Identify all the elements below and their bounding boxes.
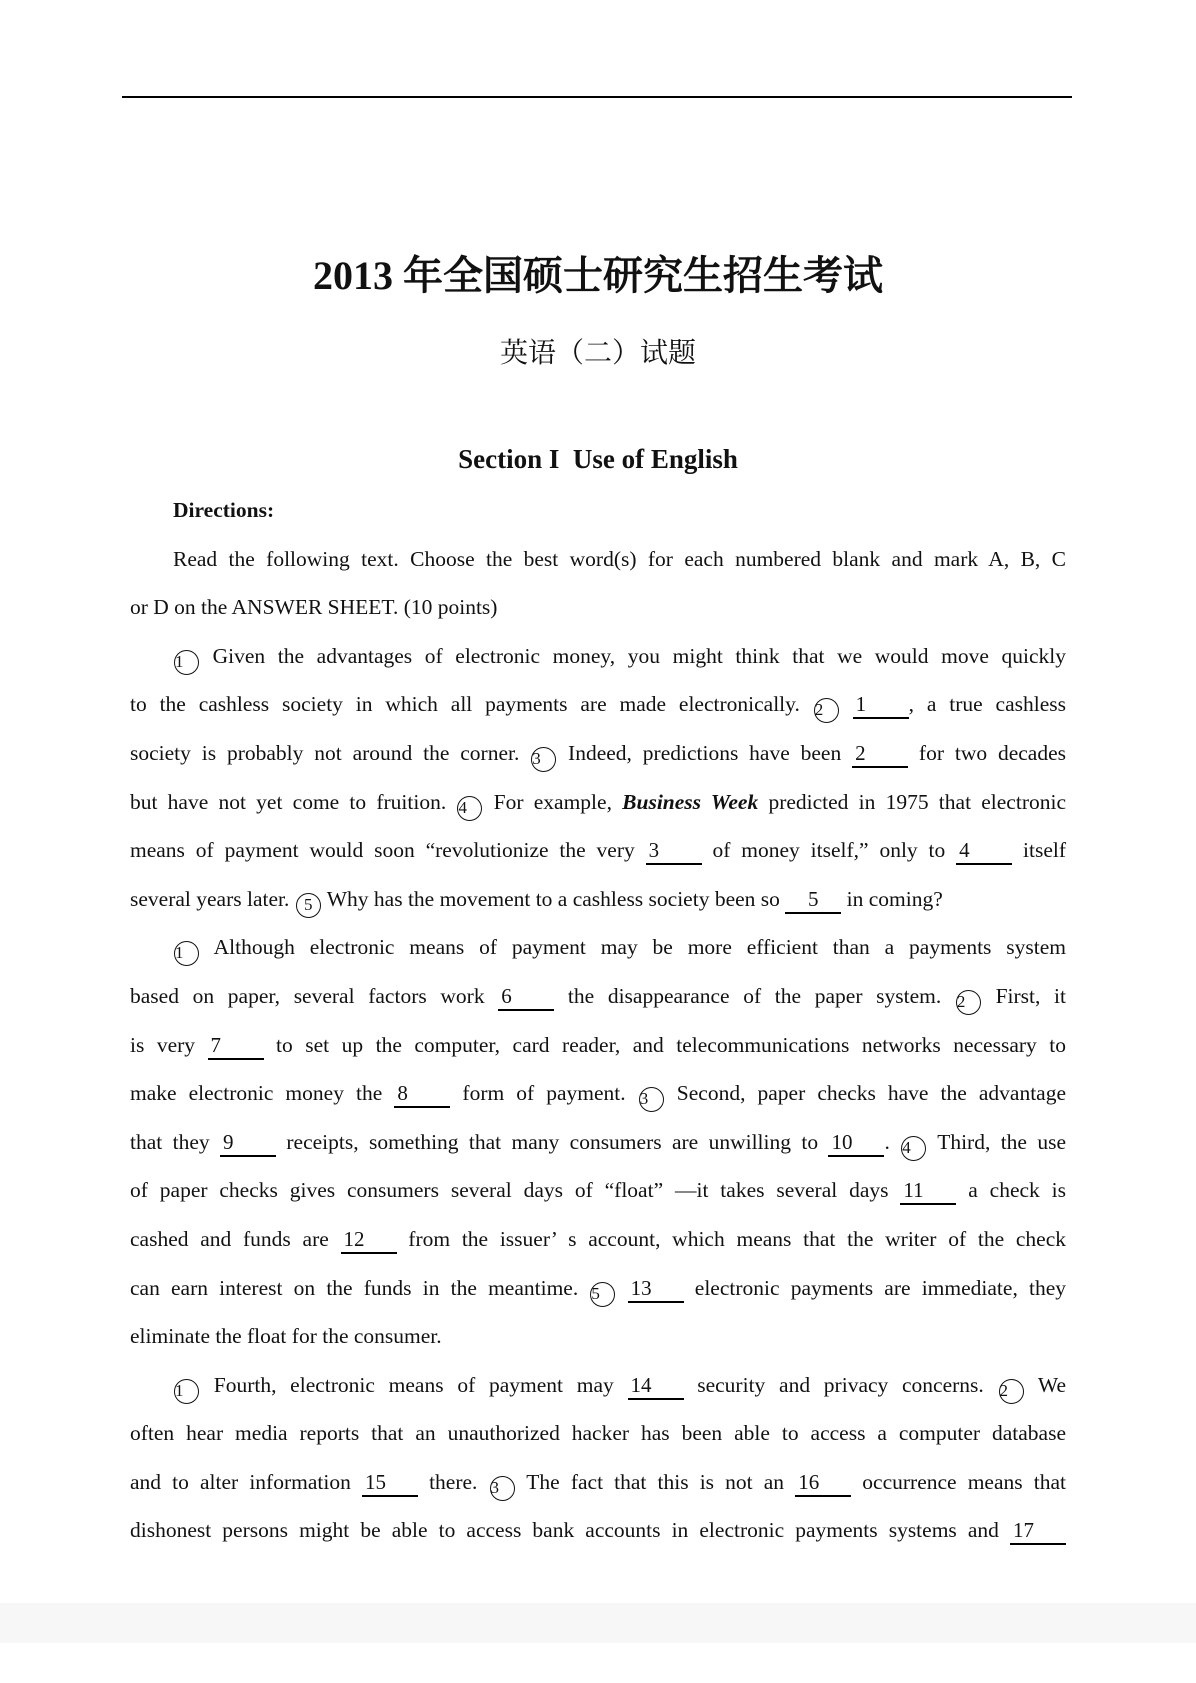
text-line [130,1021,1066,1070]
text-run: but have not yet come to fruition. [130,789,457,814]
text-line [130,1458,1066,1507]
text-line [130,1215,1066,1264]
text-run: from the issuer’ s account, which means that the writer of the check [396,1226,1067,1251]
text-line [130,1166,1066,1215]
text-run: several years later. [130,886,295,911]
text-line [130,778,1066,827]
numbered-blank: 13 [628,1275,684,1303]
text-run: . [884,1129,901,1154]
header-rule [122,96,1072,98]
text-run: dishonest persons might be able to access bank accounts in electronic payments systems and [130,1518,1010,1543]
text-line [130,486,1066,535]
bold-italic-run: Business Week [622,789,759,814]
section-heading: Section I Use of English [458,444,738,474]
numbered-blank: 12 [341,1226,397,1254]
numbered-blank: 1 [853,691,909,719]
text-run: there. [417,1469,489,1494]
text-run: Although electronic means of payment may be more efficient than a payments system [200,935,1066,960]
bold-run: Directions: [173,498,275,522]
circled-sentence-number: 4 [457,796,482,821]
text-line [130,1264,1066,1313]
text-run: for two decades [908,740,1067,765]
text-run: society is probably not around the corner. [130,740,531,765]
text-line [130,729,1066,778]
numbered-blank: 11 [900,1177,956,1205]
text-run: , a true cashless [908,692,1067,717]
numbered-blank: 15 [362,1469,418,1497]
numbered-blank: 9 [220,1129,276,1157]
text-run: means of payment would soon “revolutionize the very [130,838,646,863]
circled-sentence-number: 3 [531,747,556,772]
text-run: electronic payments are immediate, they [683,1275,1067,1300]
numbered-blank: 3 [646,837,702,865]
circled-sentence-number: 3 [490,1476,515,1501]
text-run: eliminate the float for the consumer. [130,1324,442,1349]
text-run: based on paper, several factors work [130,983,499,1008]
text-run: Read the following text. Choose the best word(s) for each numbered blank and mark A, B, C [173,546,1066,571]
text-run: and to alter information [130,1469,362,1494]
numbered-blank: 2 [852,740,908,768]
numbered-blank: 6 [498,983,554,1011]
text-line [130,632,1066,681]
text-run: The fact that this is not an [515,1469,796,1494]
numbered-blank: 4 [956,837,1012,865]
text-run: Why has the movement to a cashless society been so [321,886,786,911]
text-run: First, it [981,983,1066,1008]
exam-subtitle: 英语（二）试题 [499,338,696,369]
passage-body [130,486,1066,1555]
text-line [130,1118,1066,1167]
text-run: often hear media reports that an unauthorized hacker has been able to access a computer database [130,1421,1066,1446]
text-run: form of payment. [450,1081,638,1106]
text-run: or D on the ANSWER SHEET. (10 points) [130,595,498,620]
text-run: in coming? [841,886,943,911]
page-break-shadow [0,1603,1196,1643]
text-run [616,1276,627,1300]
text-run: We [1024,1372,1066,1397]
circled-sentence-number: 2 [956,990,981,1015]
text-run: security and privacy concerns. [683,1372,998,1397]
text-line [130,972,1066,1021]
numbered-blank: 8 [394,1080,450,1108]
numbered-blank: 10 [828,1129,884,1157]
text-run: For example, [483,789,623,814]
text-run: receipts, something that many consumers are unwilling to [276,1129,829,1154]
numbered-blank: 14 [628,1372,684,1400]
text-line [130,923,1066,972]
text-run: make electronic money the [130,1081,395,1106]
circled-sentence-number: 1 [174,1379,199,1404]
text-line [130,1361,1066,1410]
circled-sentence-number: 5 [296,893,321,918]
text-run: predicted in 1975 that electronic [758,789,1067,814]
text-run: that they [130,1129,220,1154]
circled-sentence-number: 2 [814,698,839,723]
exam-title: 2013 年全国硕士研究生招生考试 [313,253,883,298]
text-run: cashed and funds are [130,1226,341,1251]
numbered-blank: 17 [1010,1517,1066,1545]
text-run: of money itself,” only to [701,838,957,863]
circled-sentence-number: 2 [999,1379,1024,1404]
text-run: to set up the computer, card reader, and telecommunications networks necessary to [263,1032,1066,1057]
text-run: occurrence means that [851,1469,1066,1494]
numbered-blank: 16 [795,1469,851,1497]
text-line [130,680,1066,729]
text-line [130,535,1066,584]
text-run: the disappearance of the paper system. [554,983,955,1008]
text-line [130,1409,1066,1458]
text-run [840,692,853,716]
text-line [130,1069,1066,1118]
text-run: is very [130,1032,208,1057]
text-line [130,1312,1066,1361]
text-run: a check is [956,1178,1067,1203]
circled-sentence-number: 1 [174,941,199,966]
circled-sentence-number: 5 [590,1282,615,1307]
text-run: Third, the use [927,1129,1067,1154]
text-run: Indeed, predictions have been [557,740,853,765]
text-run: Second, paper checks have the advantage [664,1081,1066,1106]
text-run: Given the advantages of electronic money, you might think that we would move quickly [200,643,1066,668]
text-run: of paper checks gives consumers several days of “float” —it takes several days [130,1178,901,1203]
numbered-blank: 5 [785,886,841,914]
circled-sentence-number: 3 [639,1087,664,1112]
text-line [130,875,1066,924]
text-run: Fourth, electronic means of payment may [200,1372,628,1397]
text-line [130,1506,1066,1555]
text-run: to the cashless society in which all payments are made electronically. [130,692,813,717]
circled-sentence-number: 1 [174,650,199,675]
text-run: can earn interest on the funds in the meantime. [130,1275,590,1300]
numbered-blank: 7 [208,1032,264,1060]
text-line [130,583,1066,632]
circled-sentence-number: 4 [901,1136,926,1161]
text-line [130,826,1066,875]
text-run: itself [1012,838,1066,863]
